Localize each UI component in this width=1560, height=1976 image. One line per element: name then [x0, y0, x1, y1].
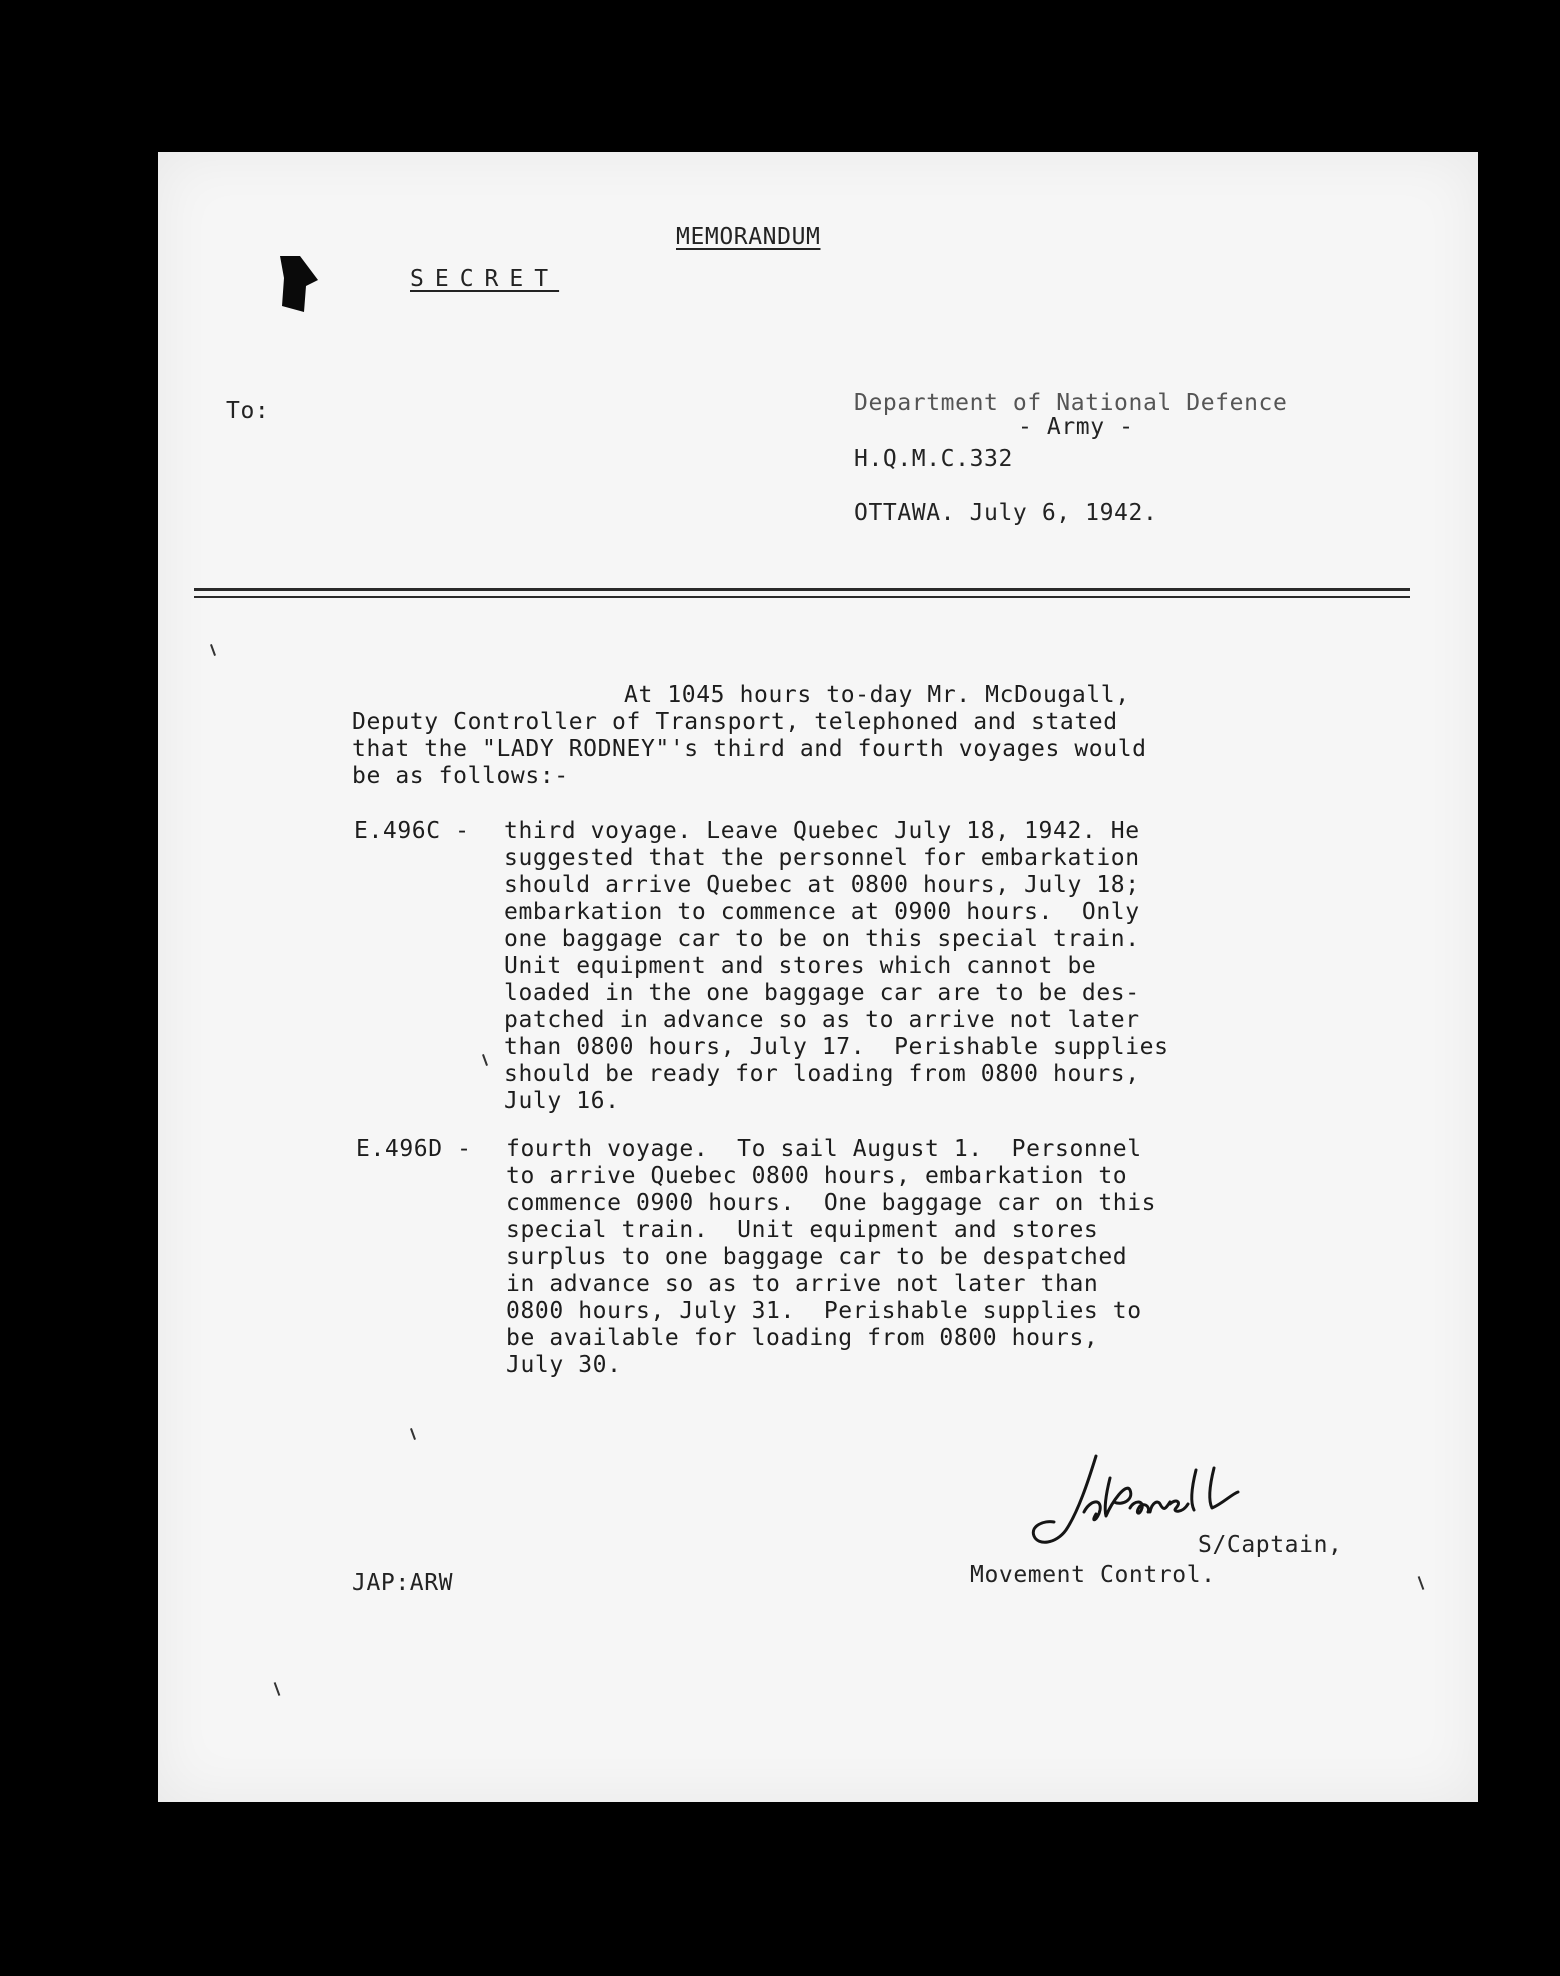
- intro-line: that the "LADY RODNEY"'s third and fourth voyages would: [352, 736, 1147, 762]
- memo-page: [158, 152, 1478, 1802]
- entry-line: surplus to one baggage car to be despatched: [506, 1244, 1128, 1270]
- unit-name: Movement Control.: [970, 1562, 1216, 1588]
- memo-heading: MEMORANDUM: [676, 224, 821, 250]
- entry-text-e496c: [504, 818, 1169, 1115]
- file-tab-mark-icon: [278, 256, 320, 312]
- file-reference: H.Q.M.C.332: [854, 446, 1013, 472]
- to-label: To:: [226, 398, 270, 424]
- entry-line: be available for loading from 0800 hours,: [506, 1325, 1099, 1351]
- department-branch: - Army -: [1018, 414, 1134, 440]
- scan-speck: [1418, 1576, 1425, 1590]
- place-date: OTTAWA. July 6, 1942.: [854, 500, 1158, 526]
- entry-line: loaded in the one baggage car are to be des-: [504, 980, 1140, 1006]
- divider-rule-top: [194, 588, 1410, 591]
- entry-line: suggested that the personnel for embarkation: [504, 845, 1140, 871]
- entry-line: July 16.: [504, 1088, 620, 1114]
- classification-stamp: SECRET: [410, 266, 560, 292]
- entry-line: should be ready for loading from 0800 hours,: [504, 1061, 1140, 1087]
- entry-line: to arrive Quebec 0800 hours, embarkation to: [506, 1163, 1128, 1189]
- scan-speck: [274, 1682, 281, 1696]
- entry-code-e496c: E.496C -: [354, 818, 470, 844]
- reference-initials: JAP:ARW: [352, 1570, 454, 1596]
- entry-line: one baggage car to be on this special train.: [504, 926, 1140, 952]
- divider-rule-bottom: [194, 596, 1410, 598]
- scan-speck: [410, 1428, 416, 1440]
- scan-speck: [482, 1054, 488, 1066]
- entry-code-e496d: E.496D -: [356, 1136, 472, 1162]
- entry-line: in advance so as to arrive not later than: [506, 1271, 1099, 1297]
- intro-line: At 1045 hours to-day Mr. McDougall,: [624, 682, 1130, 708]
- entry-line: special train. Unit equipment and stores: [506, 1217, 1099, 1243]
- entry-line: July 30.: [506, 1352, 622, 1378]
- entry-text-e496d: [506, 1136, 1156, 1379]
- entry-line: third voyage. Leave Quebec July 18, 1942. He: [504, 818, 1140, 844]
- intro-line: Deputy Controller of Transport, telephoned and stated: [352, 709, 1118, 735]
- entry-line: should arrive Quebec at 0800 hours, July 18;: [504, 872, 1140, 898]
- entry-line: than 0800 hours, July 17. Perishable supplies: [504, 1034, 1169, 1060]
- intro-paragraph: [352, 682, 1147, 790]
- signed-title: S/Captain,: [1198, 1532, 1343, 1558]
- department-name: Department of National Defence: [854, 390, 1288, 416]
- entry-line: patched in advance so as to arrive not later: [504, 1007, 1140, 1033]
- entry-line: embarkation to commence at 0900 hours. Only: [504, 899, 1140, 925]
- entry-line: fourth voyage. To sail August 1. Personnel: [506, 1136, 1142, 1162]
- intro-line: be as follows:-: [352, 763, 569, 789]
- scan-speck: [210, 644, 216, 656]
- entry-line: Unit equipment and stores which cannot be: [504, 953, 1097, 979]
- entry-line: commence 0900 hours. One baggage car on this: [506, 1190, 1157, 1216]
- entry-line: 0800 hours, July 31. Perishable supplies to: [506, 1298, 1142, 1324]
